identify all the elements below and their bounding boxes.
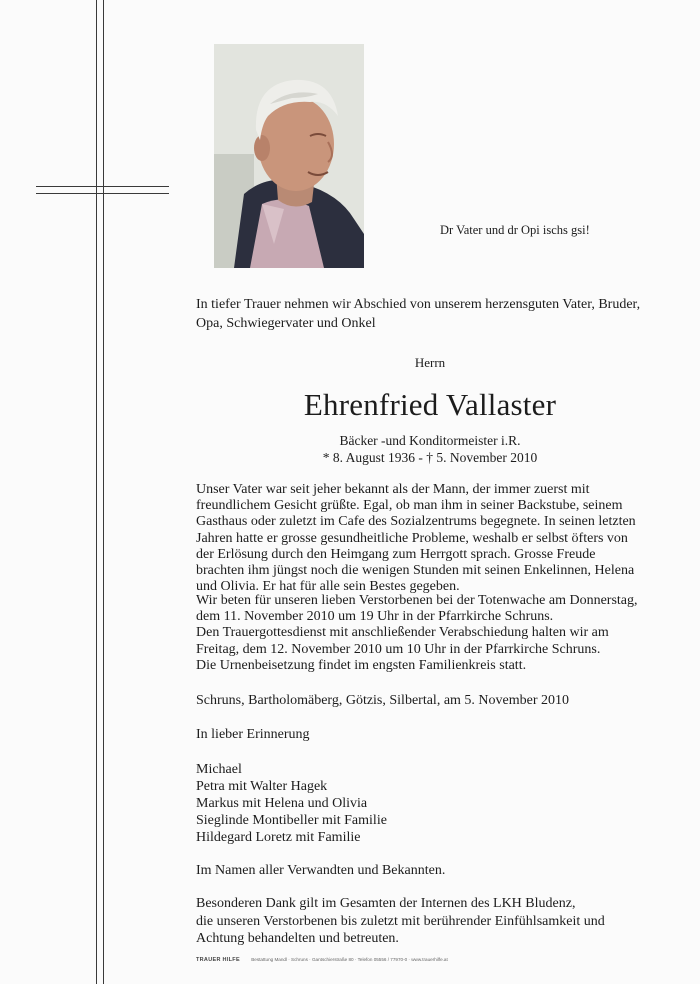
portrait-photo xyxy=(214,44,364,268)
service-line: Die Urnenbeisetzung findet im engsten Familienkreis statt. xyxy=(196,657,527,673)
bio-line: Unser Vater war seit jeher bekannt als der Mann, der immer zuerst mit xyxy=(196,482,590,497)
intro-line: Opa, Schwiegervater und Onkel xyxy=(196,316,376,331)
family-member: Sieglinde Montibeller mit Familie xyxy=(196,813,387,828)
salutation: Herrn xyxy=(414,355,446,370)
life-dates: * 8. August 1936 - † 5. November 2010 xyxy=(322,450,538,465)
family-member: Petra mit Walter Hagek xyxy=(196,779,328,794)
memory-text: In lieber Erinnerung xyxy=(196,727,310,742)
intro-line: In tiefer Trauer nehmen wir Abschied von unserem herzensguten Vater, Bruder, xyxy=(196,297,641,312)
family-member: Hildegard Loretz mit Familie xyxy=(196,830,361,845)
thanks-paragraph xyxy=(196,895,676,948)
memory-line xyxy=(196,727,676,743)
quote-text: Dr Vater und dr Opi ischs gsi! xyxy=(440,223,590,237)
service-line: Freitag, dem 12. November 2010 um 10 Uhr in der Pfarrkirche Schruns. xyxy=(196,641,601,657)
family-member: Markus mit Helena und Olivia xyxy=(196,796,368,811)
service-line: Wir beten für unseren lieben Verstorbenen bei der Totenwache am Donnerstag, xyxy=(196,593,638,608)
bio-line: Gasthaus oder zuletzt im Cafe des Sozialzentrums begegnete. In seinen letzten xyxy=(196,514,636,530)
occupation: Bäcker -und Konditormeister i.R. xyxy=(339,433,521,448)
service-paragraph xyxy=(196,593,676,674)
deceased-name: Ehrenfried Vallaster xyxy=(303,387,557,422)
family-list xyxy=(196,761,676,846)
footer-contact: Bestattung Mandl · Schruns · Gantschierstraße 80 · Telefon 05556 / 77970-0 · www.trauerhilfe.at xyxy=(251,957,448,962)
footer xyxy=(196,957,448,963)
biography-paragraph xyxy=(196,482,676,595)
bio-line: brachten ihm jüngst noch die wenigen Stunden mit seinen Enkelinnen, Helena xyxy=(196,563,635,579)
relatives-text: Im Namen aller Verwandten und Bekannten. xyxy=(196,863,446,878)
thanks-line: Achtung behandelten und betreuten. xyxy=(196,931,399,946)
bio-line: der Erlösung durch den Heimgang zum Herrgott sprach. Grosse Freude xyxy=(196,546,596,562)
place-date-text: Schruns, Bartholomäberg, Götzis, Silbertal, am 5. November 2010 xyxy=(196,693,570,708)
thanks-line: Besonderen Dank gilt im Gesamten der Internen des LKH Bludenz, xyxy=(196,896,576,911)
family-member: Michael xyxy=(196,762,242,777)
bio-line: freundlichem Gesicht grüßte. Egal, ob man ihm in seiner Backstube, seinem xyxy=(196,498,623,514)
service-line: dem 11. November 2010 um 19 Uhr in der Pfarrkirche Schruns. xyxy=(196,609,554,625)
place-date xyxy=(196,693,676,709)
relatives-line xyxy=(196,863,676,879)
bio-line: Jahren hatte er grosse gesundheitliche Probleme, weshalb er selbst öfters von xyxy=(196,530,628,546)
service-line: Den Trauergottesdienst mit anschließender Verabschiedung halten wir am xyxy=(196,625,609,641)
intro-paragraph xyxy=(196,295,676,333)
thanks-line: die unseren Verstorbenen bis zuletzt mit berührender Einfühlsamkeit und xyxy=(196,913,605,929)
footer-brand: TRAUER HILFE xyxy=(196,957,240,963)
bio-line: und Olivia. Er hat für alle sein Bestes gegeben. xyxy=(196,579,460,595)
